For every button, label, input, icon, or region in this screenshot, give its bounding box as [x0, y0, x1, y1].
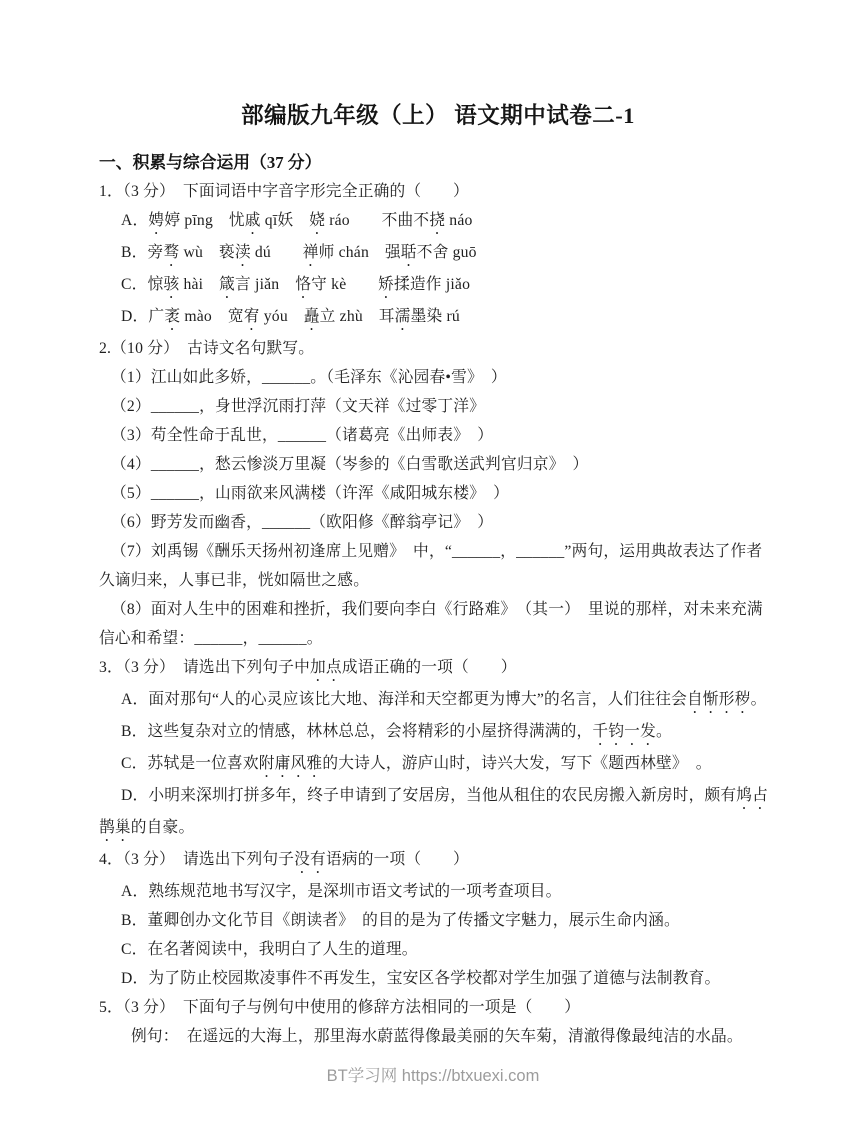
- section-heading: 一、积累与综合运用（37 分）: [99, 153, 322, 172]
- question-3-option-b: B．这些复杂对立的情感，林林总总，会将精彩的小屋挤得满满的，千钧一发。: [121, 723, 672, 740]
- question-2-item-3: （3）苟全性命于乱世，______（诸葛亮《出师表》 ）: [111, 427, 494, 444]
- question-1-stem: 1．（3 分） 下面词语中字音字形完全正确的（ ）: [99, 183, 469, 200]
- question-5: [99, 993, 777, 1051]
- question-4-stem: 4．（3 分） 请选出下列句子没有语病的一项（ ）: [99, 851, 469, 868]
- question-4-option-b: B．董卿创办文化节目《朗读者》 的目的是为了传播文字魅力，展示生命内涵。: [121, 912, 680, 929]
- question-2-item-4: （4）______，愁云惨淡万里凝（岑参的《白雪歌送武判官归京》 ）: [111, 456, 589, 473]
- question-3-stem: 3．（3 分） 请选出下列句子中加点成语正确的一项（ ）: [99, 659, 517, 676]
- question-2-stem: 2.（10 分） 古诗文名句默写。: [99, 340, 315, 357]
- question-3-option-a: A．面对那句“人的心灵应该比大地、海洋和天空都更为博大”的名言，人们往往会自惭形秽。: [121, 691, 767, 708]
- question-1-option-c: C．惊骇 hài 箴言 jiǎn 恪守 kè 矫揉造作 jiǎo: [121, 276, 471, 293]
- exam-content: [99, 0, 777, 1051]
- question-1: [99, 177, 777, 334]
- footer-watermark: BT学习网 https://btxuexi.com: [326, 1067, 540, 1085]
- question-1-option-b: B．旁骛 wù 亵渎 dú 禅师 chán 强聒不舍 guō: [121, 244, 477, 261]
- question-4-option-a: A．熟练规范地书写汉字，是深圳市语文考试的一项考查项目。: [121, 883, 562, 900]
- question-5-example: 例句： 在遥远的大海上，那里海水蔚蓝得像最美丽的矢车菊，清澈得像最纯洁的水晶。: [131, 1028, 743, 1045]
- question-1-option-a: A．娉婷 pīng 忧戚 qī妖 娆 ráo 不曲不挠 náo: [121, 212, 473, 229]
- question-3: [99, 653, 777, 845]
- question-4-option-c: C．在名著阅读中，我明白了人生的道理。: [121, 941, 418, 958]
- question-2-item-7: （7）刘禹锡《酬乐天扬州初逢席上见赠》 中，“______，______”两句，运用典故表达了作者久谪归来，人事已非，恍如隔世之感。: [99, 543, 763, 589]
- question-2: [99, 334, 777, 653]
- question-2-item-5: （5）______，山雨欲来风满楼（许浑《咸阳城东楼》 ）: [111, 485, 509, 502]
- question-2-item-8: （8）面对人生中的困难和挫折，我们要向李白《行路难》 （其一） 里说的那样，对未来充满信心和希望：______，______。: [99, 601, 763, 647]
- question-2-item-2: （2）______，身世浮沉雨打萍（文天祥《过零丁洋》: [111, 398, 486, 415]
- question-3-option-d: D．小明来深圳打拼多年，终子申请到了安居房，当他从租住的农民房搬入新房时，颇有鸠占鹊巢的自豪。: [99, 787, 769, 836]
- question-4-option-d: D．为了防止校园欺凌事件不再发生，宝安区各学校都对学生加强了道德与法制教育。: [121, 970, 721, 987]
- question-2-item-1: （1）江山如此多娇，______。（毛泽东《沁园春•雪》 ）: [111, 369, 507, 386]
- question-4: [99, 845, 777, 993]
- question-2-item-6: （6）野芳发而幽香，______（欧阳修《醉翁亭记》 ）: [111, 514, 494, 531]
- page-title: 部编版九年级（上） 语文期中试卷二-1: [241, 103, 635, 128]
- question-3-option-c: C．苏轼是一位喜欢附庸风雅的大诗人，游庐山时，诗兴大发，写下《题西林壁》 。: [121, 755, 712, 772]
- question-1-option-d: D．广袤 mào 宽宥 yóu 矗立 zhù 耳濡墨染 rú: [121, 308, 460, 325]
- question-5-stem: 5．（3 分） 下面句子与例句中使用的修辞方法相同的一项是（ ）: [99, 999, 581, 1016]
